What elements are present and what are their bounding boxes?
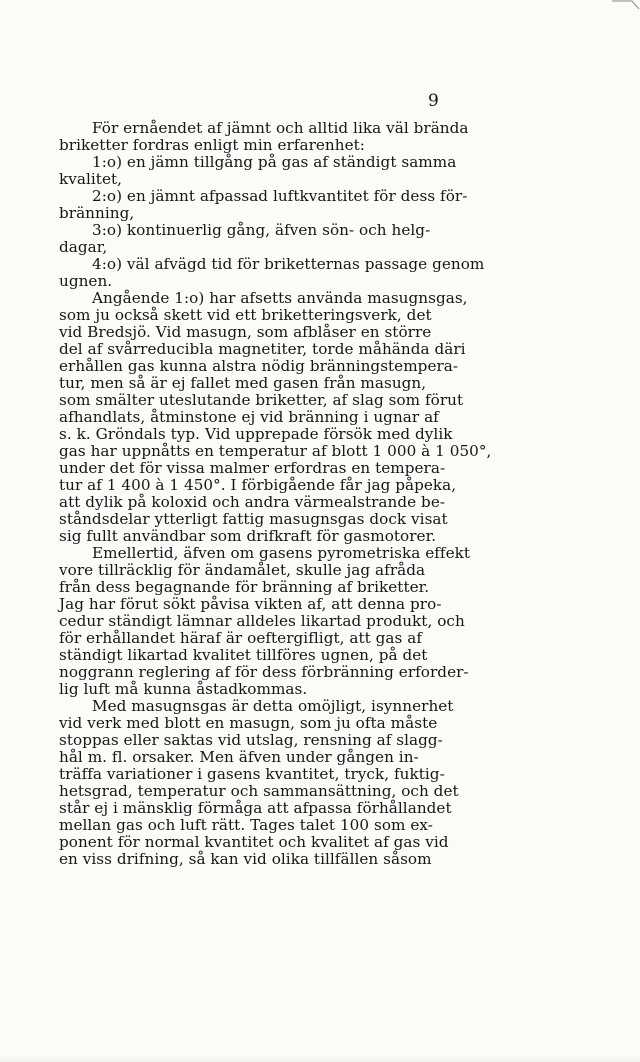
body-text-line: hål m. fl. orsaker. Men äfven under gången in- <box>59 748 419 766</box>
body-text-line: från dess begagnande för bränning af briketter. <box>59 578 430 596</box>
body-text-line: mellan gas och luft rätt. Tages talet 100 som ex- <box>59 816 433 834</box>
body-text-line: 3:o) kontinuerlig gång, äfven sön- och helg- <box>92 221 431 239</box>
body-text-line: för erhållandet häraf är oeftergifligt, att gas af <box>59 629 423 647</box>
body-text-line: Jag har förut sökt påvisa vikten af, att denna pro- <box>59 595 442 613</box>
body-text-line: 1:o) en jämn tillgång på gas af ständigt samma <box>92 153 457 171</box>
body-text-line: 2:o) en jämnt afpassad luftkvantitet för dess för- <box>92 187 468 205</box>
body-text-line: bränning, <box>59 204 135 222</box>
body-text-line: briketter fordras enligt min erfarenhet: <box>59 136 365 154</box>
page-number: 9 <box>428 91 439 111</box>
body-text-line: under det för vissa malmer erfordras en tempera- <box>59 459 446 477</box>
body-text-line: Emellertid, äfven om gasens pyrometriska effekt <box>92 544 471 562</box>
body-text-line: erhållen gas kunna alstra nödig bränningstempera- <box>59 357 459 375</box>
body-text-line: en viss drifning, så kan vid olika tillfällen såsom <box>59 850 432 868</box>
body-text-line: Angående 1:o) har afsetts använda masugnsgas, <box>92 289 468 307</box>
body-text-line: 4:o) väl afvägd tid för briketternas passage genom <box>92 255 485 273</box>
body-text-line: s. k. Gröndals typ. Vid upprepade försök med dylik <box>59 425 453 443</box>
body-text-line: cedur ständigt lämnar alldeles likartad produkt, och <box>59 612 465 630</box>
body-text-line: sig fullt användbar som drifkraft för gasmotorer. <box>59 527 437 545</box>
page-corner-mark <box>610 0 640 12</box>
body-text-line: som ju också skett vid ett briketteringsverk, det <box>59 306 432 324</box>
body-text-line: ståndsdelar ytterligt fattig masugnsgas dock visat <box>59 510 448 528</box>
body-text-line: som smälter uteslutande briketter, af slag som förut <box>59 391 464 409</box>
body-text-line: afhandlats, åtminstone ej vid bränning i ugnar af <box>59 408 439 426</box>
body-text-line: del af svårreducibla magnetiter, torde måhända däri <box>59 340 466 358</box>
body-text-line: står ej i mänsklig förmåga att afpassa förhållandet <box>59 799 452 817</box>
body-text-line: hetsgrad, temperatur och sammansättning, och det <box>59 782 459 800</box>
body-text-line: stoppas eller saktas vid utslag, rensning af slagg- <box>59 731 443 749</box>
body-text-line: tur, men så är ej fallet med gasen från masugn, <box>59 374 427 392</box>
body-text-line: kvalitet, <box>59 170 123 188</box>
body-text-line: ständigt likartad kvalitet tillföres ugnen, på det <box>59 646 428 664</box>
body-text-line: Med masugnsgas är detta omöjligt, isynnerhet <box>92 697 454 715</box>
body-text-line: ugnen. <box>59 272 113 290</box>
body-text-line: träffa variationer i gasens kvantitet, tryck, fuktig- <box>59 765 445 783</box>
body-text-line: vid verk med blott en masugn, som ju ofta måste <box>59 714 438 732</box>
body-text-line: dagar, <box>59 238 108 256</box>
body-text-line: vid Bredsjö. Vid masugn, som afblåser en större <box>59 323 432 341</box>
body-text-line: tur af 1 400 à 1 450°. I förbigående får jag påpeka, <box>59 476 457 494</box>
body-text-line: För ernåendet af jämnt och alltid lika väl brända <box>92 119 469 137</box>
body-text-line: gas har uppnåtts en temperatur af blott 1 000 à 1 050°, <box>59 442 492 460</box>
body-text-line: noggrann reglering af för dess förbränning erforder- <box>59 663 469 681</box>
body-text-line: vore tillräcklig för ändamålet, skulle jag afråda <box>59 561 426 579</box>
body-text-line: lig luft må kunna åstadkommas. <box>59 680 308 698</box>
body-text-line: ponent för normal kvantitet och kvalitet af gas vid <box>59 833 449 851</box>
page-bottom-edge <box>0 1056 640 1062</box>
body-text-line: att dylik på koloxid och andra värmealstrande be- <box>59 493 446 511</box>
